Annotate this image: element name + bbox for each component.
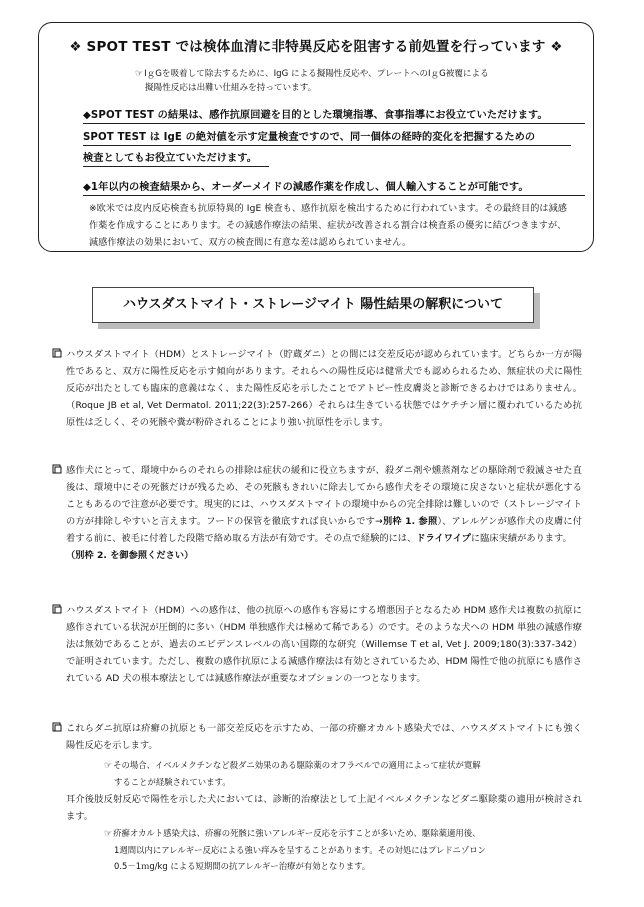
underline xyxy=(83,166,269,167)
document-bullet-icon xyxy=(52,464,62,474)
paragraph-scabies-cross-reaction xyxy=(66,720,582,754)
document-bullet-icon xyxy=(52,604,62,614)
note-line: その場合、イベルメクチンなど殺ダニ効果のある駆除薬のオフラベルでの適用によって症状が寛解 xyxy=(113,760,481,770)
paragraph-hdm-cross-reaction xyxy=(66,346,582,431)
reference-box-1: 別枠 1. 参照 xyxy=(382,516,438,527)
pointing-hand-icon: ☞ xyxy=(104,761,113,771)
underline xyxy=(83,145,571,146)
reference-box-2: （別枠 2. を御参照ください） xyxy=(66,550,194,561)
notice-note-igg xyxy=(135,67,575,95)
paragraph-text: ハウスダストマイト（HDM）とストレージマイト（貯蔵ダニ）との間には交差反応が認められています。どちらか一方が陽性であると、双方に陽性反応を示す傾向があります。それらへの陽性反応は健常犬でも認められるため、無症状の犬に陽性反応が出たとしても臨床的意義はなく、また陽性反応を示したことでアトピー性皮膚炎と診断できるわけではありません。（Roque JB et al, Vet Dermatol. 2011;22(3):257-266）それらは生きている状態ではケチチン層に覆われているため抗原性は乏しく、その死骸や糞が粉砕されることにより強い抗原性を示します。 xyxy=(66,349,582,428)
notice-note-desensitization: ※欧米では皮内反応検査も抗原特異的 IgE 検査も、感作抗原を検出するために行われています。その最終目的は減感作薬を作成することにあります。その減感作療法の結果、症状が改善される割合は検査系の優劣に結びつきますが、減感作療法の効果において、双方の検査間に有意な差は認められていません。 xyxy=(89,204,567,248)
point-1-line-2: SPOT TEST は IgE の絶対値を示す定量検査ですので、同一個体の経時的変化を把握するための xyxy=(83,132,536,143)
notice-box xyxy=(38,22,594,252)
paragraph-hdm-sensitization xyxy=(66,602,582,687)
note-ivermectin xyxy=(104,757,481,790)
underline xyxy=(83,123,585,124)
note-line: 1週間以内にアレルギー反応による強い痒みを呈することがあります。その対処にはプレドニゾロン xyxy=(114,845,486,855)
underline xyxy=(83,195,585,196)
note-occult-scabies xyxy=(104,825,486,874)
paragraph-text: ハウスダストマイト（HDM）への感作は、他の抗原への感作も容易にする増悪因子となるため HDM 感作犬は複数の抗原に感作されている状況が圧倒的に多い（HDM 単独感作犬は極めて稀である）のです。そのような犬への HDM 単独の減感作療法は無効であることが、過去のエビデンスレベルの高い国際的な研究（Willemse T et al, Vet J. 2009;180(3):337-342）で証明されています。ただし、複数の感作抗原による減感作療法は有効とされているため、HDM 陽性で他の抗原にも感作されている AD 犬の根本療法としては減感作療法が重要なオプションの一つとなります。 xyxy=(66,605,582,684)
point-1-line-1: ◆SPOT TEST の結果は、感作抗原回避を目的とした環境指導、食事指導にお役立ていただけます。 xyxy=(83,110,548,121)
point-1-line-3: 検査としてもお役立ていただけます。 xyxy=(83,153,258,164)
paragraph-environment-removal xyxy=(66,462,582,564)
product-name-dry-wipe: ドライワイプ xyxy=(416,533,471,544)
paragraph-text: 感作犬にとって、環境中からのそれらの排除は症状の緩和に役立ちますが、殺ダニ剤や燻蒸剤などの駆除剤で殺滅させた直後は、環境中にその死骸だけが残るため、その死骸もきれいに除去してから感作犬をその環境に戻さないと症状が悪化することもあるので注意が必要です。現実的には、ハウスダストマイトの環境中からの完全排除は難しいので（ストレージマイトの方が排除しやすいと言えます。フードの保管を徹底すれば良いからです→ xyxy=(66,465,582,527)
paragraph-text: ）、アレルゲンが感作犬の皮膚に付着する前に、被毛に付着した段階で絡め取る方法が有効です。その点で経験的には、 xyxy=(66,516,583,544)
note-line: 0.5－1ｍg/kg による短期間の抗アレルギー治療が有効となります。 xyxy=(114,861,371,871)
note-line: 疥癬オカルト感染犬は、疥癬の死骸に強いアレルギー反応を示すことが多いため、駆除薬適用後、 xyxy=(113,828,481,838)
paragraph-text: に臨床実績があります。 xyxy=(470,533,572,544)
document-bullet-icon xyxy=(52,348,62,358)
pointing-hand-icon: ☞ xyxy=(104,829,113,839)
paragraph-pinnal-reflex: 耳介後肢反射反応で陽性を示した犬においては、診断的治療法として上記イベルメクチンなどダニ駆除薬の適用が検討されます。 xyxy=(66,794,582,822)
note-line: IｇGを吸着して除去するために、IgG による擬陽性反応や、プレートへのIｇG被覆による xyxy=(144,69,489,79)
document-bullet-icon xyxy=(52,722,62,732)
paragraph-text: これらダニ抗原は疥癬の抗原とも一部交差反応を示すため、一部の疥癬オカルト感染犬では、ハウスダストマイトにも強く陽性反応を示します。 xyxy=(66,723,582,751)
note-line: することが経験されています。 xyxy=(114,777,231,787)
point-2: ◆1年以内の検査結果から、オーダーメイドの減感作薬を作成し、個人輸入することが可能です。 xyxy=(83,182,529,193)
notice-title: ❖ SPOT TEST では検体血清に非特異反応を阻害する前処置を行っています ❖ xyxy=(69,39,563,55)
section-heading-banner: ハウスダストマイト・ストレージマイト 陽性結果の解釈について xyxy=(92,287,534,323)
note-line: 擬陽性反応は出難い仕組みを持っています。 xyxy=(145,83,317,93)
pointing-hand-icon: ☞ xyxy=(135,69,144,79)
